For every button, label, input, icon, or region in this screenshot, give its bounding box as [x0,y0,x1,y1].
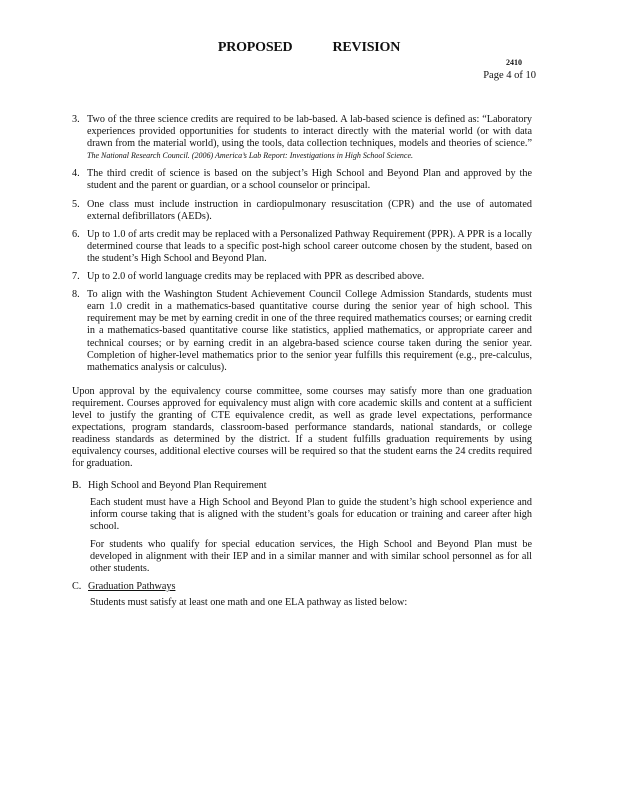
item-text: Two of the three science credits are required to be lab-based. A lab-based science is defined as: “Laboratory experiences provided opportunities for students to interact directly with the material world (or with data drawn from the material world), using the tools, data collection techniques, models and theories of science.” [87,114,532,150]
list-item [72,168,532,192]
list-item [72,271,532,283]
section-title: Graduation Pathways [88,581,176,593]
page-title [0,40,618,56]
item-number: 7. [72,271,80,283]
section-b-paragraph: Each student must have a High School and Beyond Plan to guide the student’s high school experience and inform course taking that is aligned with the student’s goals for education or training and career after high school. [90,496,532,532]
item-text: Up to 1.0 of arts credit may be replaced with a Personalized Pathway Requirement (PPR). A PPR is a locally determined course that leads to a specific post-high school career outcome chosen by the student, based on the student’s High School and Beyond Plan. [87,228,532,264]
item-text: To align with the Washington Student Achievement Council College Admission Standards, students must earn 1.0 credit in a mathematics-based quantitative course during the senior year of high school. This requirement may be met by earning credit in one of the three required mathematics courses; or earning credit in a mathematics-based quantitative course like statistics, applied mathematics, or appropriate career and technical courses; or by earning credit in an algebra-based science course taken during the senior year. Completion of higher-level mathematics prior to the senior year fulfills this requirement (e.g., pre-calculus, mathematics analysis or calculus). [87,289,532,373]
equivalency-paragraph: Upon approval by the equivalency course committee, some courses may satisfy more than one graduation requirement. Courses approved for equivalency must align with core academic skills and content at a sufficient level to justify the granting of CTE equivalence credit, as well as grade level expectations, performance expectations, program standards, classroom-based performance standards, national standards, or college readiness standards as determined by the district. If a student fulfills graduation requirements by using equivalency courses, additional elective courses will be required so that the student earns the 24 credits required for graduation. [72,385,532,470]
list-item [72,229,532,265]
section-c-paragraph: Students must satisfy at least one math and one ELA pathway as listed below: [90,597,408,609]
section-b-paragraph: For students who qualify for special education services, the High School and Beyond Plan must be developed in alignment with their IEP and in a similar manner and with similar school personnel as for all other students. [90,538,532,574]
item-text: Up to 2.0 of world language credits may be replaced with PPR as described above. [87,271,425,283]
title-proposed: PROPOSED [217,40,293,55]
list-item [72,199,532,223]
section-b-heading [72,480,532,492]
item-text: One class must include instruction in cardiopulmonary resuscitation (CPR) and the use of automated external defibrillators (AEDs). [87,198,532,222]
item-number: 8. [72,289,80,301]
item-number: 5. [72,198,80,210]
item-number: 3. [72,114,80,125]
page-number: Page 4 of 10 [483,70,536,81]
section-label: C. [72,581,82,593]
item-text: The third credit of science is based on the subject’s High School and Beyond Plan and approved by the student and the parent or guardian, or a school counselor or principal. [87,168,532,192]
section-c-heading [72,581,532,593]
document-body [72,114,532,615]
list-item [72,114,532,162]
section-label: B. [72,480,82,492]
section-title: High School and Beyond Plan Requirement [88,480,267,492]
policy-code: 2410 [506,58,522,67]
citation: The National Research Council. (2006) America’s Lab Report: Investigations in High School Science. [87,151,414,161]
item-number: 6. [72,228,80,240]
item-number: 4. [72,168,80,180]
list-item [72,289,532,374]
title-revision: REVISION [332,40,401,55]
